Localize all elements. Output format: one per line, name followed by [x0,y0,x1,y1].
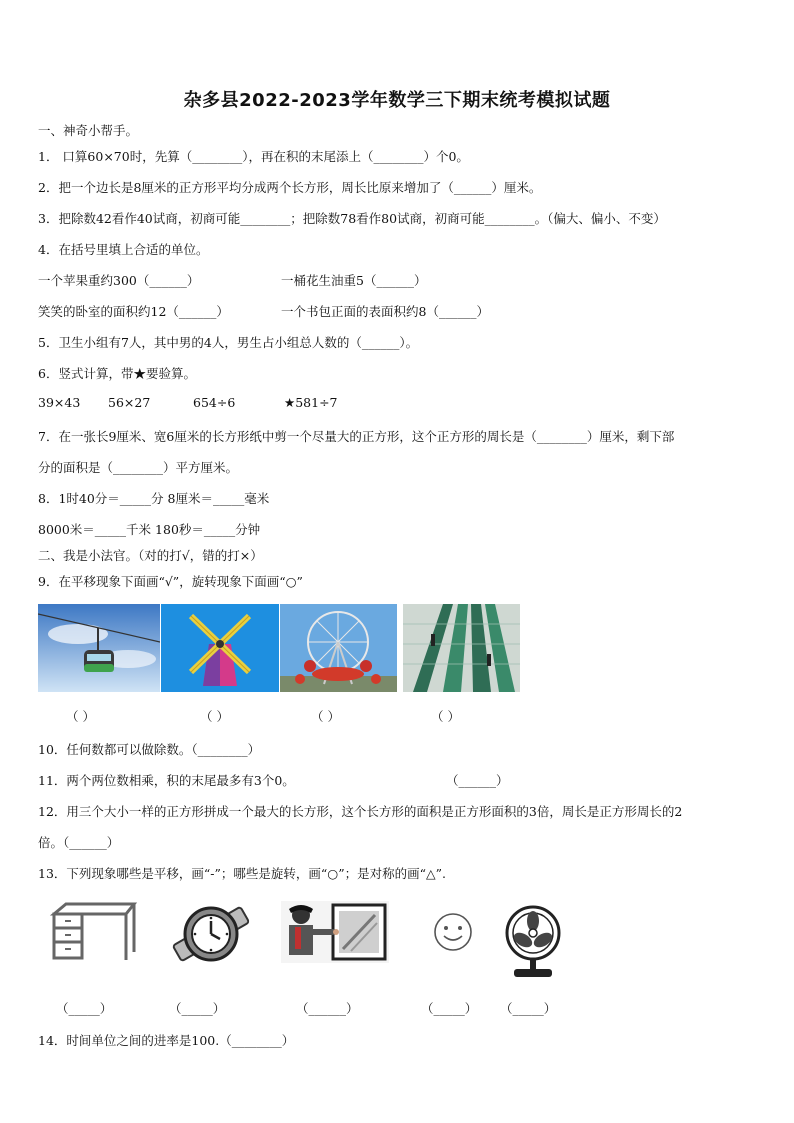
question-1: 1． 口算60×70时，先算（________），再在积的末尾添上（________）个0。 [38,149,469,164]
question-9: 9．在平移现象下面画“√”，旋转现象下面画“○” [38,574,303,589]
question-14: 14．时间单位之间的进率是100.（________） [38,1033,295,1048]
question-7-line-1: 7．在一张长9厘米、宽6厘米的长方形纸中剪一个尽量大的正方形，这个正方形的周长是（________）厘米，剩下部 [38,429,675,444]
page-title: 杂多县2022-2023学年数学三下期末统考模拟试题 [183,90,611,111]
section-2-heading: 二、我是小法官。（对的打√，错的打×） [38,548,263,563]
question-3: 3．把除数42看作40试商，初商可能________；把除数78看作80试商，初商可能________。（偏大、偏小、不变） [38,211,666,226]
question-6-item-3: 654÷6 [193,395,236,410]
smiley-face-icon [432,911,474,953]
section-1-heading: 一、神奇小帮手。 [38,123,139,138]
question-10: 10．任何数都可以做除数。（________） [38,742,261,757]
question-13-answer-5[interactable]: （_____） [500,1001,557,1016]
question-4-item-1: 一个苹果重约300（______） [38,273,200,288]
person-pushing-window-icon [281,901,389,963]
question-8-line-1: 8．1时40分＝_____分 8厘米＝_____毫米 [38,491,270,506]
question-9-answer-1[interactable]: （ ） [66,709,95,724]
question-9-answer-4[interactable]: （ ） [431,709,460,724]
question-12-line-2: 倍。（______） [38,835,120,850]
question-7-line-2: 分的面积是（________）平方厘米。 [38,460,239,475]
windmill-icon [161,604,279,692]
question-6-item-4: ★581÷7 [284,395,338,410]
question-11-answer[interactable]: （______） [446,773,509,788]
question-4: 4．在括号里填上合适的单位。 [38,242,209,257]
question-13-answer-3[interactable]: （______） [296,1001,359,1016]
question-13-answer-2[interactable]: （_____） [169,1001,226,1016]
ferris-wheel-icon [280,604,397,692]
question-9-answer-2[interactable]: （ ） [200,709,229,724]
question-13: 13．下列现象哪些是平移，画“-”；哪些是旋转，画“○”；是对称的画“△”. [38,866,446,881]
desk-icon [48,900,138,964]
question-4-item-3: 笑笑的卧室的面积约12（______） [38,304,229,319]
question-9-answer-3[interactable]: （ ） [311,709,340,724]
question-5: 5．卫生小组有7人，其中男的4人，男生占小组总人数的（______）。 [38,335,419,350]
question-4-item-4: 一个书包正面的表面积约8（______） [281,304,489,319]
electric-fan-icon [500,903,566,981]
question-11: 11．两个两位数相乘，积的末尾最多有3个0。 [38,773,295,788]
question-13-answer-4[interactable]: （_____） [421,1001,478,1016]
question-2: 2．把一个边长是8厘米的正方形平均分成两个长方形，周长比原来增加了（______）厘米。 [38,180,542,195]
watch-icon [164,895,258,973]
question-6-item-1: 39×43 [38,395,81,410]
question-6: 6．竖式计算，带★要验算。 [38,366,196,381]
question-12-line-1: 12．用三个大小一样的正方形拼成一个最大的长方形，这个长方形的面积是正方形面积的3倍，周长是正方形周长的2 [38,804,683,819]
escalator-icon [403,604,520,692]
question-8-line-2: 8000米＝_____千米 180秒＝_____分钟 [38,522,261,537]
question-4-item-2: 一桶花生油重5（______） [281,273,427,288]
cable-car-icon [38,604,160,692]
question-13-answer-1[interactable]: （_____） [56,1001,113,1016]
question-6-item-2: 56×27 [108,395,151,410]
